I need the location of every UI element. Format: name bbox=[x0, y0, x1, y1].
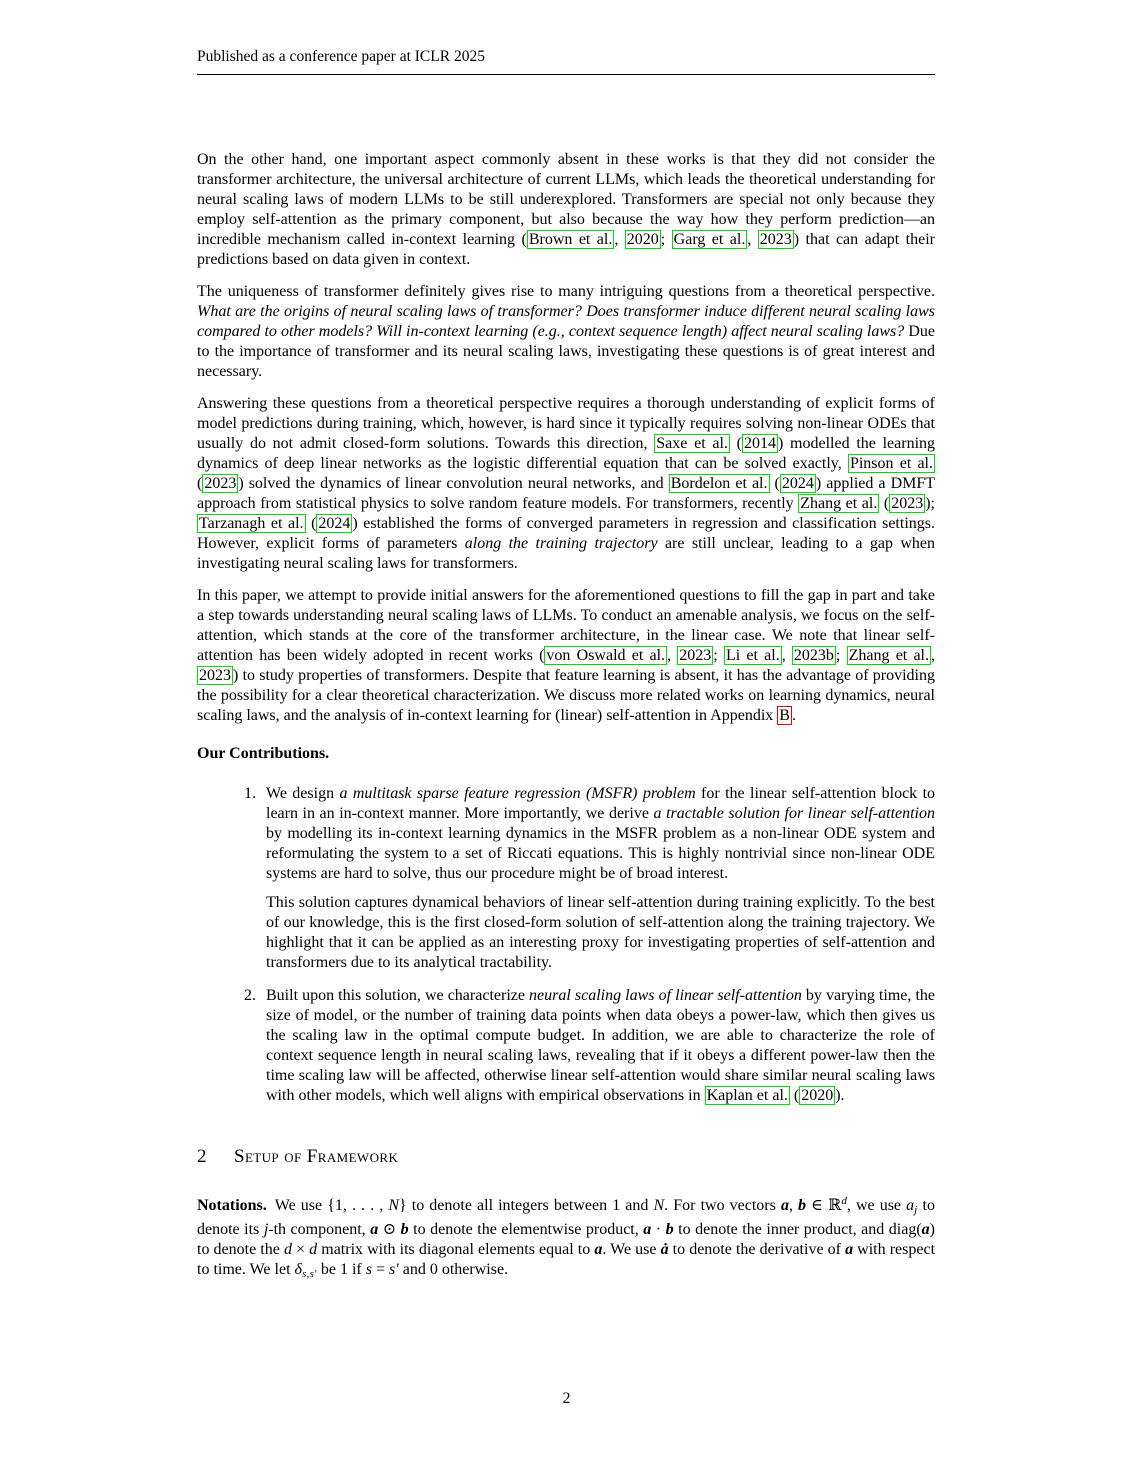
citation-link[interactable]: Garg et al. bbox=[673, 231, 746, 248]
text-run: Answering these questions from a theoretical perspective requires a thorough understanding of explicit forms of model predictions during training, which, however, is hard since it typically requires solving non-linear ODEs that usually do not admit closed-form solutions. Towards this direction, bbox=[197, 395, 935, 452]
list-item-number: 1. bbox=[244, 785, 256, 802]
text-run: , bbox=[931, 647, 935, 664]
text-run: ) solved the dynamics of linear convolution neural networks, and bbox=[238, 475, 669, 492]
citation-link[interactable]: 2023 bbox=[199, 667, 231, 684]
paper-body bbox=[197, 150, 935, 1284]
text-run: , bbox=[747, 231, 758, 248]
text-run: ȧ bbox=[660, 1241, 669, 1258]
text-run: to denote the derivative of bbox=[668, 1241, 846, 1258]
text-run: ) modelled the learning dynamics of deep linear networks as the logistic differential equation that can be solved exactly, bbox=[197, 435, 936, 472]
text-run: a bbox=[643, 1221, 652, 1238]
contribution-1 bbox=[197, 784, 935, 884]
text-run: a bbox=[906, 1197, 915, 1214]
citation-link[interactable]: 2023 bbox=[204, 475, 237, 492]
text-run: s,s′ bbox=[301, 1268, 317, 1280]
text-run: and 0 otherwise. bbox=[398, 1261, 509, 1278]
text-run: ) applied a DMFT approach from statistical physics to solve random feature models. For transformers, recently bbox=[197, 475, 936, 512]
text-run: , bbox=[788, 1197, 799, 1214]
text-run: , bbox=[781, 647, 792, 664]
running-header bbox=[197, 48, 935, 75]
text-run: In this paper, we attempt to provide initial answers for the aforementioned questions to fill the gap in part and take a step towards understanding neural scaling laws of LLMs. To conduct an amenable analysis, we focus on the self-attention, which stands at the core of the transformer architecture, in the linear case. We note that linear self-attention has been widely adopted in recent works ( bbox=[197, 587, 935, 664]
citation-link[interactable]: 2023 bbox=[679, 647, 712, 664]
citation-link[interactable]: Zhang et al. bbox=[800, 495, 878, 512]
text-run: δ bbox=[294, 1261, 302, 1278]
text-run: d bbox=[283, 1241, 292, 1258]
text-run: be 1 if bbox=[316, 1261, 366, 1278]
text-run: ; bbox=[835, 647, 847, 664]
text-run: , we use bbox=[846, 1197, 907, 1214]
citation-link[interactable]: Saxe et al. bbox=[656, 435, 728, 452]
notations-paragraph bbox=[197, 1191, 935, 1284]
text-run: ⊙ bbox=[378, 1221, 401, 1238]
text-run: a bbox=[921, 1221, 930, 1238]
text-run: a multitask sparse feature regression (MSFR) problem bbox=[339, 785, 696, 802]
text-run: We use {1, . . . , bbox=[274, 1197, 389, 1214]
internal-ref-link[interactable]: B bbox=[779, 707, 790, 724]
citation-link[interactable]: 2020 bbox=[801, 1087, 834, 1104]
section-title: Setup of Framework bbox=[234, 1146, 399, 1167]
text-column bbox=[197, 0, 935, 1284]
text-run: ) established the forms of converged parameters in regression and classification settings. However, explicit forms of parameters bbox=[197, 515, 935, 552]
text-run: by varying time, the size of model, or the number of training data points when data obeys a power-law, which then gives us the scaling law in the optimal compute budget. In addition, we are able to characterize the role of context sequence length in neural scaling laws, revealing that if it obeys a different power-law then the time scaling law will be affected, otherwise linear self-attention would share similar neural scaling laws with other models, which well aligns with empirical observations in bbox=[266, 987, 935, 1104]
text-run: s bbox=[365, 1261, 372, 1278]
text-run: This solution captures dynamical behaviors of linear self-attention during training explicitly. To the best of our knowledge, this is the first closed-form solution of self-attention along the training trajectory. We highlight that it can be applied as an interesting proxy for investigating properties of self-attention and transformers due to its analytical tractability. bbox=[266, 894, 935, 971]
text-run: for the linear self-attention block to learn in an in-context manner. More importantly, we derive bbox=[266, 785, 936, 822]
para-transformer-consideration bbox=[197, 150, 935, 270]
text-run: a bbox=[594, 1241, 603, 1258]
text-run: N bbox=[653, 1197, 665, 1214]
text-run: We design bbox=[266, 785, 340, 802]
text-run: × bbox=[291, 1241, 310, 1258]
running-header-text: Published as a conference paper at ICLR 2025 bbox=[197, 48, 485, 65]
text-run: ( bbox=[879, 495, 890, 512]
text-run: ) to denote the bbox=[197, 1221, 935, 1258]
citation-link[interactable]: Brown et al. bbox=[528, 231, 613, 248]
text-run: Our Contributions. bbox=[197, 745, 330, 762]
text-run: . For two vectors bbox=[664, 1197, 781, 1214]
text-run: neural scaling laws of linear self-attention bbox=[529, 987, 802, 1004]
citation-link[interactable]: 2023b bbox=[793, 647, 834, 664]
text-run: b bbox=[798, 1197, 807, 1214]
text-run: What are the origins of neural scaling laws of transformer? Does transformer induce different neural scaling laws compared to other models? Will in-context learning (e.g., context sequence length) affect neural scaling laws? bbox=[197, 303, 935, 340]
text-run: a bbox=[845, 1241, 854, 1258]
text-run: Notations. bbox=[197, 1197, 267, 1214]
para-this-paper bbox=[197, 586, 935, 726]
text-run: d bbox=[841, 1195, 847, 1207]
text-run: ( bbox=[729, 435, 742, 452]
text-run: a bbox=[370, 1221, 379, 1238]
text-run: = bbox=[371, 1261, 390, 1278]
text-run: On the other hand, one important aspect commonly absent in these works is that they did not consider the transformer architecture, the universal architecture of current LLMs, which leads the theoretical understanding for neural scaling laws of modern LLMs to be still underexplored. Transformers are special not only because they employ self-attention as the primary component, but also because the way how they perform prediction—an incredible mechanism called in-context learning ( bbox=[197, 151, 935, 248]
citation-link[interactable]: Tarzanagh et al. bbox=[199, 515, 304, 532]
text-run: ; bbox=[660, 231, 672, 248]
citation-link[interactable]: 2023 bbox=[891, 495, 924, 512]
citation-link[interactable]: Pinson et al. bbox=[849, 455, 934, 472]
text-run: Built upon this solution, we characterize bbox=[266, 987, 530, 1004]
text-run: ∈ ℝ bbox=[806, 1197, 842, 1214]
text-run: ) to study properties of transformers. Despite that feature learning is absent, it has the advantage of providing the possibility for a clear theoretical characterization. We discuss more related works on learning dynamics, neural scaling laws, and the analysis of in-context learning for (linear) self-attention in Appendix bbox=[197, 667, 935, 724]
citation-link[interactable]: 2024 bbox=[781, 475, 814, 492]
citation-link[interactable]: von Oswald et al. bbox=[546, 647, 666, 664]
text-run: d bbox=[309, 1241, 318, 1258]
text-run: ); bbox=[925, 495, 935, 512]
text-run: . We use bbox=[602, 1241, 661, 1258]
text-run: ( bbox=[305, 515, 317, 532]
text-run: by modelling its in-context learning dynamics in the MSFR problem as a non-linear ODE system and reformulating the system to a set of Riccati equations. This is highly nontrivial since non-linear ODE systems are hard to solve, thus our procedure might be of broad interest. bbox=[266, 825, 935, 882]
citation-link[interactable]: 2024 bbox=[318, 515, 351, 532]
text-run: · bbox=[651, 1221, 666, 1238]
text-run: The uniqueness of transformer definitely gives rise to many intriguing questions from a theoretical perspective. bbox=[197, 283, 935, 300]
citation-link[interactable]: 2023 bbox=[759, 231, 792, 248]
text-run: ( bbox=[769, 475, 780, 492]
text-run: to denote the elementwise product, bbox=[408, 1221, 644, 1238]
text-run: s′ bbox=[389, 1261, 399, 1278]
text-run: -th component, bbox=[268, 1221, 371, 1238]
text-run: ). bbox=[835, 1087, 845, 1104]
text-run: Due to the importance of transformer and its neural scaling laws, investigating these questions is of great interest and necessary. bbox=[197, 323, 935, 380]
citation-link[interactable]: Zhang et al. bbox=[848, 647, 929, 664]
text-run: ( bbox=[197, 475, 203, 492]
text-run: ) that can adapt their predictions based on data given in context. bbox=[197, 231, 935, 268]
para-uniqueness-questions bbox=[197, 282, 935, 382]
text-run: } to denote all integers between 1 and bbox=[398, 1197, 654, 1214]
list-item-number: 2. bbox=[244, 987, 256, 1004]
citation-link[interactable]: Li et al. bbox=[725, 647, 780, 664]
section-2-heading bbox=[197, 1146, 935, 1168]
text-run: j bbox=[914, 1204, 918, 1216]
page-number: 2 bbox=[562, 1390, 571, 1407]
citation-link[interactable]: 2014 bbox=[744, 435, 776, 452]
text-run: along the training trajectory bbox=[464, 535, 658, 552]
text-run: to denote the inner product, and diag( bbox=[673, 1221, 922, 1238]
citation-link[interactable]: Bordelon et al. bbox=[670, 475, 768, 492]
section-number: 2 bbox=[197, 1146, 207, 1167]
text-run: b bbox=[665, 1221, 674, 1238]
contribution-1-continued bbox=[266, 893, 935, 973]
para-answering-questions bbox=[197, 394, 935, 574]
text-run: a tractable solution for linear self-attention bbox=[653, 805, 936, 822]
citation-link[interactable]: Kaplan et al. bbox=[706, 1087, 788, 1104]
text-run: with respect to time. We let bbox=[197, 1241, 936, 1278]
text-run: matrix with its diagonal elements equal to bbox=[317, 1241, 595, 1258]
text-run: . bbox=[791, 707, 796, 724]
contributions-heading bbox=[197, 744, 935, 764]
text-run: ; bbox=[713, 647, 724, 664]
text-run: to denote its bbox=[197, 1197, 935, 1238]
citation-link[interactable]: 2020 bbox=[626, 231, 659, 248]
text-run: ( bbox=[789, 1087, 800, 1104]
text-run: a bbox=[780, 1197, 789, 1214]
text-run: , bbox=[614, 231, 625, 248]
text-run: b bbox=[400, 1221, 409, 1238]
text-run: are still unclear, leading to a gap when investigating neural scaling laws for transformers. bbox=[197, 535, 936, 572]
text-run: , bbox=[667, 647, 678, 664]
text-run: N bbox=[388, 1197, 399, 1214]
text-run: j bbox=[263, 1221, 269, 1238]
contribution-2 bbox=[197, 986, 935, 1106]
